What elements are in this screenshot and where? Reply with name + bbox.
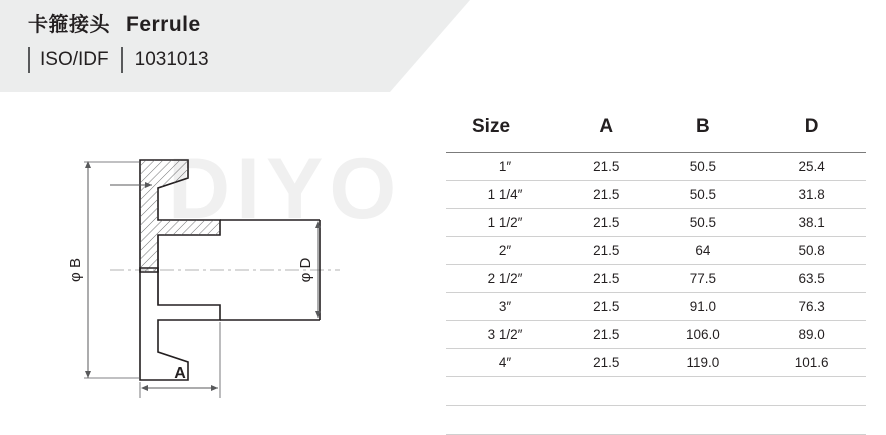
cell-value: 21.5 xyxy=(564,209,649,237)
table-row xyxy=(446,209,866,237)
cell-value: 21.5 xyxy=(564,265,649,293)
cell-size xyxy=(446,377,564,406)
table-row xyxy=(446,349,866,377)
page-header xyxy=(0,0,886,92)
cell-size: 1″ xyxy=(446,153,564,181)
cell-value: 21.5 xyxy=(564,237,649,265)
cell-value: 21.5 xyxy=(564,349,649,377)
cell-value: 63.5 xyxy=(757,265,866,293)
divider-bar-left xyxy=(28,47,30,73)
standard-label: ISO/IDF xyxy=(40,49,109,70)
cell-value xyxy=(649,406,758,435)
cell-value: 25.4 xyxy=(757,153,866,181)
cell-value xyxy=(757,377,866,406)
cell-size: 3″ xyxy=(446,293,564,321)
table-row xyxy=(446,293,866,321)
cell-value: 77.5 xyxy=(649,265,758,293)
watermark-text: DIYO xyxy=(168,141,403,237)
column-header-a: A xyxy=(564,108,649,153)
cell-value xyxy=(649,377,758,406)
table-row xyxy=(446,377,866,406)
page-title xyxy=(28,8,201,37)
product-code: 1031013 xyxy=(134,49,209,70)
cell-value: 50.8 xyxy=(757,237,866,265)
cell-size: 1 1/2″ xyxy=(446,209,564,237)
cell-value: 21.5 xyxy=(564,293,649,321)
cell-size: 4″ xyxy=(446,349,564,377)
cell-value: 106.0 xyxy=(649,321,758,349)
divider-bar-right xyxy=(121,47,123,73)
page-title-english: Ferrule xyxy=(126,13,201,36)
column-header-size: Size xyxy=(446,108,564,153)
table-header-row xyxy=(446,108,866,153)
cell-value: 50.5 xyxy=(649,153,758,181)
cell-value: 21.5 xyxy=(564,153,649,181)
table-row xyxy=(446,237,866,265)
table-body xyxy=(446,153,866,435)
cell-value xyxy=(564,377,649,406)
cell-value: 76.3 xyxy=(757,293,866,321)
specification-table xyxy=(446,108,866,435)
cell-value: 101.6 xyxy=(757,349,866,377)
cell-size xyxy=(446,406,564,435)
cell-value xyxy=(757,406,866,435)
cell-size: 3 1/2″ xyxy=(446,321,564,349)
cell-value: 21.5 xyxy=(564,181,649,209)
column-header-b: B xyxy=(649,108,758,153)
cell-size: 2″ xyxy=(446,237,564,265)
table-row xyxy=(446,265,866,293)
cell-size: 2 1/2″ xyxy=(446,265,564,293)
cell-value: 31.8 xyxy=(757,181,866,209)
cell-value: 50.5 xyxy=(649,209,758,237)
cell-value: 21.5 xyxy=(564,321,649,349)
dimension-label-phi-d: φ D xyxy=(297,257,314,283)
cell-value: 91.0 xyxy=(649,293,758,321)
page-title-chinese: 卡箍接头 xyxy=(28,12,110,36)
cell-size: 1 1/4″ xyxy=(446,181,564,209)
technical-drawing xyxy=(40,130,440,400)
table-row xyxy=(446,181,866,209)
cell-value: 89.0 xyxy=(757,321,866,349)
column-header-d: D xyxy=(757,108,866,153)
table-row xyxy=(446,153,866,181)
table-row xyxy=(446,406,866,435)
cell-value: 38.1 xyxy=(757,209,866,237)
dimension-label-phi-b: φ B xyxy=(67,258,84,282)
cell-value: 64 xyxy=(649,237,758,265)
cell-value: 119.0 xyxy=(649,349,758,377)
table-row xyxy=(446,321,866,349)
subtitle-row xyxy=(28,45,209,75)
dimension-label-a: A xyxy=(174,365,186,382)
cell-value xyxy=(564,406,649,435)
cell-value: 50.5 xyxy=(649,181,758,209)
